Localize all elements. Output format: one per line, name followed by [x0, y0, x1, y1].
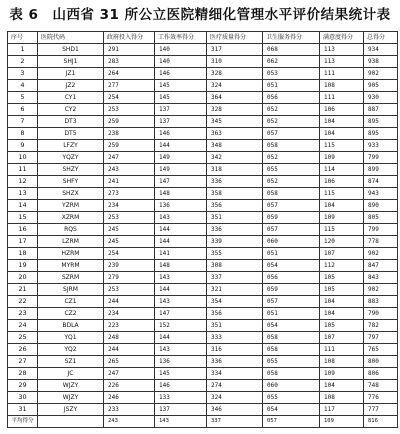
health-service-score-cell: 051: [263, 80, 320, 92]
gov-input-score-cell: 279: [104, 272, 155, 284]
gov-input-score-cell: 223: [104, 320, 155, 332]
satisfaction-score-cell: 105: [320, 272, 364, 284]
health-service-score-cell: 068: [263, 44, 320, 56]
table-row: [8, 152, 398, 164]
table-row: [8, 56, 398, 68]
gov-input-score-cell: 244: [104, 344, 155, 356]
hospital-code-cell: WJZY: [38, 392, 104, 404]
satisfaction-score-cell: 104: [320, 116, 364, 128]
total-score-cell: 765: [364, 344, 398, 356]
health-service-score-cell: 057: [263, 128, 320, 140]
hospital-code-cell: YQ1: [38, 332, 104, 344]
hospital-code-cell: DT3: [38, 116, 104, 128]
total-score-cell: 902: [364, 284, 398, 296]
gov-input-score-cell: 239: [104, 260, 155, 272]
gov-input-score-cell: 291: [104, 44, 155, 56]
health-service-score-cell: 058: [263, 188, 320, 200]
hospital-code-cell: RQS: [38, 224, 104, 236]
hospital-code-cell: BDLA: [38, 320, 104, 332]
gov-input-score-cell: 253: [104, 104, 155, 116]
hospital-code-cell: JC: [38, 368, 104, 380]
efficiency-score-cell: 144: [155, 236, 207, 248]
satisfaction-score-cell: 113: [320, 56, 364, 68]
quality-score-cell: 316: [207, 344, 263, 356]
quality-score-cell: 317: [207, 44, 263, 56]
quality-score-cell: 336: [207, 224, 263, 236]
efficiency-score-cell: 143: [155, 296, 207, 308]
table-row: [8, 332, 398, 344]
total-score-cell: 874: [364, 176, 398, 188]
hospital-code-cell: MYRM: [38, 260, 104, 272]
total-score-cell: 782: [364, 320, 398, 332]
hospital-code-cell: YQZY: [38, 152, 104, 164]
row-index-cell: 8: [8, 128, 38, 140]
quality-score-cell: 324: [207, 80, 263, 92]
hospital-code-cell: LZRM: [38, 236, 104, 248]
hospital-code-cell: XZRM: [38, 212, 104, 224]
row-index-cell: 16: [8, 224, 38, 236]
quality-score-cell: 333: [207, 332, 263, 344]
row-index-cell: 3: [8, 68, 38, 80]
row-index-cell: 17: [8, 236, 38, 248]
gov-input-score-cell: 246: [104, 392, 155, 404]
col-header-efficiency: 工作效率得分: [155, 32, 207, 44]
health-service-score-cell: 058: [263, 344, 320, 356]
efficiency-score-cell: 145: [155, 80, 207, 92]
gov-input-score-cell: 259: [104, 140, 155, 152]
col-header-health-service: 卫生服务得分: [263, 32, 320, 44]
satisfaction-score-cell: 109: [320, 416, 364, 428]
quality-score-cell: 321: [207, 284, 263, 296]
total-score-cell: 899: [364, 164, 398, 176]
row-index-cell: 19: [8, 260, 38, 272]
total-score-cell: 890: [364, 200, 398, 212]
hospital-code-cell: LFZY: [38, 140, 104, 152]
quality-score-cell: 328: [207, 68, 263, 80]
table-row: [8, 320, 398, 332]
health-service-score-cell: 051: [263, 248, 320, 260]
efficiency-score-cell: 147: [155, 176, 207, 188]
row-index-cell: 29: [8, 380, 38, 392]
efficiency-score-cell: 145: [155, 368, 207, 380]
table-row: [8, 248, 398, 260]
health-service-score-cell: 059: [263, 284, 320, 296]
satisfaction-score-cell: 107: [320, 248, 364, 260]
quality-score-cell: 355: [207, 248, 263, 260]
satisfaction-score-cell: 120: [320, 236, 364, 248]
table-row: [8, 368, 398, 380]
efficiency-score-cell: 143: [155, 212, 207, 224]
table-title: 表 6 山西省 31 所公立医院精细化管理水平评价结果统计表: [9, 7, 391, 23]
satisfaction-score-cell: 114: [320, 164, 364, 176]
table-row: [8, 176, 398, 188]
satisfaction-score-cell: 115: [320, 140, 364, 152]
col-header-satisfaction: 满意度得分: [320, 32, 364, 44]
row-index-cell: 14: [8, 200, 38, 212]
total-score-cell: 843: [364, 272, 398, 284]
quality-score-cell: 356: [207, 308, 263, 320]
total-score-cell: 806: [364, 368, 398, 380]
satisfaction-score-cell: 109: [320, 368, 364, 380]
efficiency-score-cell: 136: [155, 356, 207, 368]
table-row: [8, 260, 398, 272]
satisfaction-score-cell: 104: [320, 128, 364, 140]
quality-score-cell: 324: [207, 392, 263, 404]
health-service-score-cell: 060: [263, 236, 320, 248]
table-row: [8, 308, 398, 320]
quality-score-cell: 274: [207, 380, 263, 392]
hospital-code-cell: WJZY: [38, 380, 104, 392]
satisfaction-score-cell: 108: [320, 392, 364, 404]
efficiency-score-cell: 152: [155, 320, 207, 332]
gov-input-score-cell: 234: [104, 200, 155, 212]
average-row: [8, 416, 398, 428]
quality-score-cell: 363: [207, 128, 263, 140]
table-row: [8, 200, 398, 212]
quality-score-cell: 337: [207, 272, 263, 284]
health-service-score-cell: 057: [263, 296, 320, 308]
health-service-score-cell: 060: [263, 380, 320, 392]
health-service-score-cell: 058: [263, 140, 320, 152]
table-row: [8, 212, 398, 224]
header-row: [8, 32, 398, 44]
total-score-cell: 902: [364, 248, 398, 260]
satisfaction-score-cell: 106: [320, 176, 364, 188]
row-index-cell: 20: [8, 272, 38, 284]
satisfaction-score-cell: 104: [320, 296, 364, 308]
total-score-cell: 816: [364, 416, 398, 428]
quality-score-cell: 308: [207, 260, 263, 272]
quality-score-cell: 336: [207, 356, 263, 368]
satisfaction-score-cell: 111: [320, 92, 364, 104]
health-service-score-cell: 058: [263, 368, 320, 380]
hospital-code-cell: JZ2: [38, 80, 104, 92]
table-row: [8, 80, 398, 92]
quality-score-cell: 351: [207, 212, 263, 224]
satisfaction-score-cell: 109: [320, 212, 364, 224]
efficiency-score-cell: 143: [155, 416, 207, 428]
row-index-cell: 9: [8, 140, 38, 152]
quality-score-cell: 364: [207, 92, 263, 104]
hospital-code-cell: SZ1: [38, 356, 104, 368]
total-score-cell: 895: [364, 128, 398, 140]
gov-input-score-cell: 277: [104, 80, 155, 92]
satisfaction-score-cell: 106: [320, 104, 364, 116]
efficiency-score-cell: 147: [155, 308, 207, 320]
hospital-code-cell: CY2: [38, 104, 104, 116]
health-service-score-cell: 055: [263, 164, 320, 176]
hospital-code-cell: DT5: [38, 128, 104, 140]
total-score-cell: 938: [364, 56, 398, 68]
quality-score-cell: 351: [207, 320, 263, 332]
gov-input-score-cell: 243: [104, 416, 155, 428]
health-service-score-cell: 052: [263, 152, 320, 164]
table-row: [8, 404, 398, 416]
row-index-cell: 25: [8, 332, 38, 344]
gov-input-score-cell: 233: [104, 404, 155, 416]
health-service-score-cell: 051: [263, 308, 320, 320]
efficiency-score-cell: 137: [155, 116, 207, 128]
satisfaction-score-cell: 109: [320, 152, 364, 164]
efficiency-score-cell: 141: [155, 248, 207, 260]
health-service-score-cell: 056: [263, 272, 320, 284]
row-index-cell: 22: [8, 296, 38, 308]
quality-score-cell: 342: [207, 152, 263, 164]
health-service-score-cell: 053: [263, 68, 320, 80]
health-service-score-cell: 057: [263, 416, 320, 428]
health-service-score-cell: 052: [263, 176, 320, 188]
efficiency-score-cell: 146: [155, 128, 207, 140]
table-row: [8, 392, 398, 404]
hospital-code-cell: YQ2: [38, 344, 104, 356]
total-score-cell: 905: [364, 80, 398, 92]
quality-score-cell: 346: [207, 404, 263, 416]
quality-score-cell: 356: [207, 200, 263, 212]
total-score-cell: 776: [364, 392, 398, 404]
row-index-cell: 12: [8, 176, 38, 188]
hospital-code-cell: SZRM: [38, 272, 104, 284]
evaluation-table: [7, 31, 398, 428]
total-score-cell: 943: [364, 188, 398, 200]
satisfaction-score-cell: 104: [320, 200, 364, 212]
total-score-cell: 902: [364, 68, 398, 80]
gov-input-score-cell: 264: [104, 68, 155, 80]
health-service-score-cell: 055: [263, 356, 320, 368]
quality-score-cell: 339: [207, 236, 263, 248]
row-index-cell: 21: [8, 284, 38, 296]
row-index-cell: 18: [8, 248, 38, 260]
gov-input-score-cell: 254: [104, 92, 155, 104]
quality-score-cell: 358: [207, 188, 263, 200]
row-index-cell: 15: [8, 212, 38, 224]
efficiency-score-cell: 144: [155, 332, 207, 344]
health-service-score-cell: 052: [263, 104, 320, 116]
row-index-cell: 11: [8, 164, 38, 176]
satisfaction-score-cell: 111: [320, 344, 364, 356]
gov-input-score-cell: 253: [104, 284, 155, 296]
health-service-score-cell: 052: [263, 116, 320, 128]
gov-input-score-cell: 273: [104, 188, 155, 200]
table-row: [8, 104, 398, 116]
efficiency-score-cell: 144: [155, 140, 207, 152]
hospital-code-cell: YZRM: [38, 200, 104, 212]
efficiency-score-cell: 149: [155, 152, 207, 164]
total-score-cell: 797: [364, 332, 398, 344]
satisfaction-score-cell: 108: [320, 80, 364, 92]
satisfaction-score-cell: 104: [320, 308, 364, 320]
row-index-cell: 10: [8, 152, 38, 164]
gov-input-score-cell: 248: [104, 332, 155, 344]
satisfaction-score-cell: 111: [320, 68, 364, 80]
row-index-cell: 13: [8, 188, 38, 200]
total-score-cell: 887: [364, 104, 398, 116]
total-score-cell: 934: [364, 44, 398, 56]
satisfaction-score-cell: 112: [320, 260, 364, 272]
health-service-score-cell: 054: [263, 320, 320, 332]
col-header-hospital-code: 医院代码: [38, 32, 104, 44]
satisfaction-score-cell: 113: [320, 44, 364, 56]
row-index-cell: 平均得分: [8, 416, 38, 428]
health-service-score-cell: 057: [263, 224, 320, 236]
total-score-cell: 895: [364, 116, 398, 128]
satisfaction-score-cell: 105: [320, 320, 364, 332]
satisfaction-score-cell: 104: [320, 380, 364, 392]
satisfaction-score-cell: 107: [320, 332, 364, 344]
health-service-score-cell: 054: [263, 260, 320, 272]
efficiency-score-cell: 144: [155, 224, 207, 236]
efficiency-score-cell: 133: [155, 392, 207, 404]
row-index-cell: 7: [8, 116, 38, 128]
table-row: [8, 116, 398, 128]
row-index-cell: 27: [8, 356, 38, 368]
gov-input-score-cell: 245: [104, 224, 155, 236]
gov-input-score-cell: 244: [104, 296, 155, 308]
satisfaction-score-cell: 108: [320, 356, 364, 368]
table-row: [8, 188, 398, 200]
hospital-code-cell: JSZY: [38, 404, 104, 416]
total-score-cell: 778: [364, 236, 398, 248]
total-score-cell: 933: [364, 140, 398, 152]
hospital-code-cell: CZ2: [38, 308, 104, 320]
row-index-cell: 5: [8, 92, 38, 104]
gov-input-score-cell: 226: [104, 380, 155, 392]
satisfaction-score-cell: 115: [320, 188, 364, 200]
hospital-code-cell: SHFY: [38, 176, 104, 188]
gov-input-score-cell: 247: [104, 368, 155, 380]
efficiency-score-cell: 149: [155, 164, 207, 176]
efficiency-score-cell: 148: [155, 260, 207, 272]
row-index-cell: 6: [8, 104, 38, 116]
satisfaction-score-cell: 115: [320, 224, 364, 236]
table-row: [8, 140, 398, 152]
row-index-cell: 4: [8, 80, 38, 92]
quality-score-cell: 354: [207, 296, 263, 308]
total-score-cell: 790: [364, 308, 398, 320]
table-row: [8, 224, 398, 236]
table-row: [8, 44, 398, 56]
hospital-code-cell: SHZY: [38, 164, 104, 176]
gov-input-score-cell: 238: [104, 128, 155, 140]
col-header-gov-input: 政府投入得分: [104, 32, 155, 44]
satisfaction-score-cell: 117: [320, 404, 364, 416]
table-row: [8, 236, 398, 248]
quality-score-cell: 336: [207, 176, 263, 188]
total-score-cell: 930: [364, 92, 398, 104]
total-score-cell: 799: [364, 224, 398, 236]
row-index-cell: 1: [8, 44, 38, 56]
health-service-score-cell: 058: [263, 332, 320, 344]
hospital-code-cell: SHJ1: [38, 56, 104, 68]
row-index-cell: 28: [8, 368, 38, 380]
col-header-total: 总得分: [364, 32, 398, 44]
hospital-code-cell: SHD1: [38, 44, 104, 56]
efficiency-score-cell: 146: [155, 380, 207, 392]
gov-input-score-cell: 243: [104, 164, 155, 176]
quality-score-cell: 345: [207, 116, 263, 128]
row-index-cell: 26: [8, 344, 38, 356]
health-service-score-cell: 059: [263, 212, 320, 224]
table-row: [8, 272, 398, 284]
health-service-score-cell: 056: [263, 92, 320, 104]
total-score-cell: 847: [364, 260, 398, 272]
row-index-cell: 31: [8, 404, 38, 416]
row-index-cell: 30: [8, 392, 38, 404]
quality-score-cell: 337: [207, 416, 263, 428]
table-row: [8, 380, 398, 392]
gov-input-score-cell: 234: [104, 308, 155, 320]
quality-score-cell: 310: [207, 56, 263, 68]
table-row: [8, 92, 398, 104]
satisfaction-score-cell: 105: [320, 284, 364, 296]
col-header-quality: 医疗质量得分: [207, 32, 263, 44]
row-index-cell: 23: [8, 308, 38, 320]
efficiency-score-cell: 136: [155, 200, 207, 212]
hospital-code-cell: CZ1: [38, 296, 104, 308]
row-index-cell: 24: [8, 320, 38, 332]
total-score-cell: 748: [364, 380, 398, 392]
table-row: [8, 344, 398, 356]
gov-input-score-cell: 247: [104, 152, 155, 164]
hospital-code-cell: SJRM: [38, 284, 104, 296]
col-header-index: 序号: [8, 32, 38, 44]
gov-input-score-cell: 254: [104, 248, 155, 260]
efficiency-score-cell: 145: [155, 92, 207, 104]
efficiency-score-cell: 140: [155, 44, 207, 56]
health-service-score-cell: 057: [263, 200, 320, 212]
gov-input-score-cell: 259: [104, 116, 155, 128]
efficiency-score-cell: 137: [155, 404, 207, 416]
total-score-cell: 805: [364, 212, 398, 224]
total-score-cell: 777: [364, 404, 398, 416]
quality-score-cell: 348: [207, 140, 263, 152]
hospital-code-cell: [38, 416, 104, 428]
gov-input-score-cell: 265: [104, 356, 155, 368]
health-service-score-cell: 062: [263, 56, 320, 68]
quality-score-cell: 328: [207, 104, 263, 116]
hospital-code-cell: HZRM: [38, 248, 104, 260]
gov-input-score-cell: 241: [104, 176, 155, 188]
health-service-score-cell: 054: [263, 404, 320, 416]
quality-score-cell: 334: [207, 368, 263, 380]
hospital-code-cell: SHZX: [38, 188, 104, 200]
efficiency-score-cell: 140: [155, 56, 207, 68]
table-row: [8, 356, 398, 368]
hospital-code-cell: JZ1: [38, 68, 104, 80]
row-index-cell: 2: [8, 56, 38, 68]
efficiency-score-cell: 143: [155, 344, 207, 356]
efficiency-score-cell: 143: [155, 272, 207, 284]
efficiency-score-cell: 144: [155, 284, 207, 296]
efficiency-score-cell: 148: [155, 188, 207, 200]
gov-input-score-cell: 245: [104, 236, 155, 248]
table-row: [8, 284, 398, 296]
total-score-cell: 800: [364, 356, 398, 368]
gov-input-score-cell: 253: [104, 212, 155, 224]
efficiency-score-cell: 146: [155, 68, 207, 80]
table-row: [8, 68, 398, 80]
efficiency-score-cell: 137: [155, 104, 207, 116]
total-score-cell: 799: [364, 152, 398, 164]
table-row: [8, 128, 398, 140]
table-row: [8, 296, 398, 308]
total-score-cell: 883: [364, 296, 398, 308]
quality-score-cell: 318: [207, 164, 263, 176]
hospital-code-cell: CY1: [38, 92, 104, 104]
health-service-score-cell: 055: [263, 392, 320, 404]
table-row: [8, 164, 398, 176]
gov-input-score-cell: 283: [104, 56, 155, 68]
